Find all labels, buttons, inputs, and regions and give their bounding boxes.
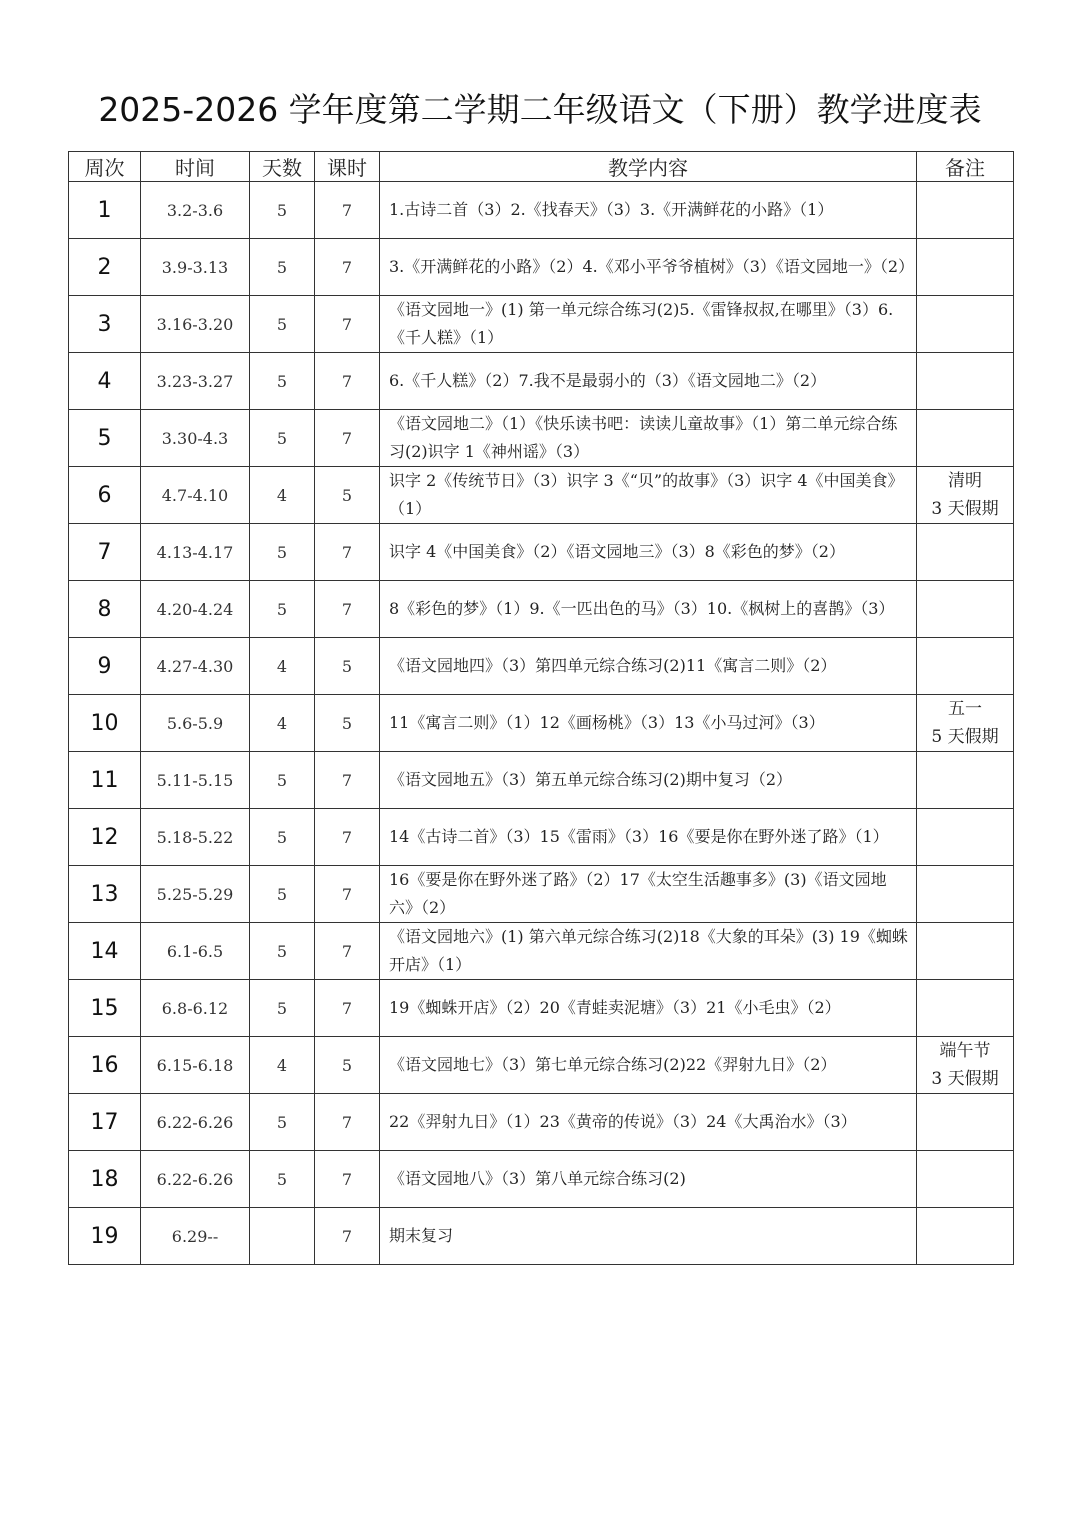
header-week: 周次 bbox=[69, 152, 141, 182]
remark-cell bbox=[917, 638, 1014, 695]
week-cell: 13 bbox=[69, 866, 141, 923]
hours-cell: 7 bbox=[315, 524, 380, 581]
content-cell: 识字 4《中国美食》（2）《语文园地三》（3）8《彩色的梦》（2） bbox=[380, 524, 917, 581]
week-cell: 2 bbox=[69, 239, 141, 296]
content-cell: 《语文园地六》(1) 第六单元综合练习(2)18《大象的耳朵》(3) 19《蜘蛛开店》（1） bbox=[380, 923, 917, 980]
remark-cell bbox=[917, 239, 1014, 296]
table-row bbox=[69, 809, 1014, 866]
week-cell: 14 bbox=[69, 923, 141, 980]
header-row bbox=[69, 152, 1014, 182]
hours-cell: 7 bbox=[315, 410, 380, 467]
remark-text: 清明 bbox=[948, 471, 982, 491]
time-cell: 3.30-4.3 bbox=[141, 410, 250, 467]
hours-cell: 7 bbox=[315, 1094, 380, 1151]
table-row bbox=[69, 410, 1014, 467]
hours-cell: 7 bbox=[315, 1208, 380, 1265]
week-cell: 5 bbox=[69, 410, 141, 467]
hours-cell: 7 bbox=[315, 923, 380, 980]
remark-cell bbox=[917, 809, 1014, 866]
table-row bbox=[69, 581, 1014, 638]
days-cell: 5 bbox=[250, 809, 315, 866]
content-cell: 16《要是你在野外迷了路》（2）17《太空生活趣事多》(3)《语文园地六》（2） bbox=[380, 866, 917, 923]
hours-cell: 7 bbox=[315, 866, 380, 923]
week-cell: 18 bbox=[69, 1151, 141, 1208]
week-cell: 8 bbox=[69, 581, 141, 638]
time-cell: 3.2-3.6 bbox=[141, 182, 250, 239]
table-row bbox=[69, 296, 1014, 353]
table-row bbox=[69, 638, 1014, 695]
table-row bbox=[69, 1208, 1014, 1265]
content-cell: 11《寓言二则》（1）12《画杨桃》（3）13《小马过河》（3） bbox=[380, 695, 917, 752]
hours-cell: 7 bbox=[315, 581, 380, 638]
remark-cell bbox=[917, 866, 1014, 923]
table-row bbox=[69, 182, 1014, 239]
days-cell: 4 bbox=[250, 1037, 315, 1094]
content-cell: 8《彩色的梦》（1）9.《一匹出色的马》（3）10.《枫树上的喜鹊》（3） bbox=[380, 581, 917, 638]
days-cell: 5 bbox=[250, 923, 315, 980]
content-cell: 1.古诗二首（3）2.《找春天》（3）3.《开满鲜花的小路》（1） bbox=[380, 182, 917, 239]
hours-cell: 7 bbox=[315, 752, 380, 809]
days-cell: 5 bbox=[250, 296, 315, 353]
days-cell: 4 bbox=[250, 467, 315, 524]
week-cell: 15 bbox=[69, 980, 141, 1037]
week-cell: 19 bbox=[69, 1208, 141, 1265]
header-hours: 课时 bbox=[315, 152, 380, 182]
hours-cell: 7 bbox=[315, 980, 380, 1037]
content-cell: 《语文园地八》（3）第八单元综合练习(2) bbox=[380, 1151, 917, 1208]
week-cell: 1 bbox=[69, 182, 141, 239]
time-cell: 4.27-4.30 bbox=[141, 638, 250, 695]
content-cell: 3.《开满鲜花的小路》（2）4.《邓小平爷爷植树》（3）《语文园地一》（2） bbox=[380, 239, 917, 296]
time-cell: 5.11-5.15 bbox=[141, 752, 250, 809]
week-cell: 7 bbox=[69, 524, 141, 581]
content-cell: 《语文园地二》（1）《快乐读书吧：读读儿童故事》（1）第二单元综合练习(2)识字 1《神州谣》（3） bbox=[380, 410, 917, 467]
hours-cell: 7 bbox=[315, 239, 380, 296]
week-cell: 16 bbox=[69, 1037, 141, 1094]
table-row bbox=[69, 353, 1014, 410]
schedule-table bbox=[68, 151, 1014, 1265]
content-cell: 6.《千人糕》（2）7.我不是最弱小的（3）《语文园地二》（2） bbox=[380, 353, 917, 410]
days-cell bbox=[250, 1208, 315, 1265]
remark-cell bbox=[917, 467, 1014, 524]
time-cell: 6.8-6.12 bbox=[141, 980, 250, 1037]
content-cell: 《语文园地四》（3）第四单元综合练习(2)11《寓言二则》（2） bbox=[380, 638, 917, 695]
time-cell: 5.18-5.22 bbox=[141, 809, 250, 866]
remark-cell bbox=[917, 980, 1014, 1037]
content-cell: 《语文园地五》（3）第五单元综合练习(2)期中复习（2） bbox=[380, 752, 917, 809]
table-row bbox=[69, 467, 1014, 524]
time-cell: 4.13-4.17 bbox=[141, 524, 250, 581]
remark-cell bbox=[917, 1151, 1014, 1208]
remark-cell bbox=[917, 1037, 1014, 1094]
time-cell: 5.25-5.29 bbox=[141, 866, 250, 923]
time-cell: 6.22-6.26 bbox=[141, 1151, 250, 1208]
remark-cell bbox=[917, 182, 1014, 239]
hours-cell: 5 bbox=[315, 1037, 380, 1094]
time-cell: 6.15-6.18 bbox=[141, 1037, 250, 1094]
hours-cell: 7 bbox=[315, 809, 380, 866]
table-row bbox=[69, 1094, 1014, 1151]
content-cell: 14《古诗二首》（3）15《雷雨》（3）16《要是你在野外迷了路》（1） bbox=[380, 809, 917, 866]
remark-text: 端午节 bbox=[939, 1041, 991, 1061]
content-cell: 19《蜘蛛开店》（2）20《青蛙卖泥塘》（3）21《小毛虫》（2） bbox=[380, 980, 917, 1037]
remark-cell bbox=[917, 296, 1014, 353]
week-cell: 10 bbox=[69, 695, 141, 752]
days-cell: 4 bbox=[250, 695, 315, 752]
remark-cell bbox=[917, 353, 1014, 410]
hours-cell: 7 bbox=[315, 296, 380, 353]
days-cell: 5 bbox=[250, 866, 315, 923]
week-cell: 17 bbox=[69, 1094, 141, 1151]
days-cell: 4 bbox=[250, 638, 315, 695]
table-row bbox=[69, 524, 1014, 581]
table-row bbox=[69, 752, 1014, 809]
time-cell: 4.20-4.24 bbox=[141, 581, 250, 638]
content-cell: 《语文园地七》（3）第七单元综合练习(2)22《羿射九日》（2） bbox=[380, 1037, 917, 1094]
time-cell: 3.9-3.13 bbox=[141, 239, 250, 296]
remark-cell bbox=[917, 752, 1014, 809]
remark-cell bbox=[917, 695, 1014, 752]
days-cell: 5 bbox=[250, 182, 315, 239]
time-cell: 3.16-3.20 bbox=[141, 296, 250, 353]
days-cell: 5 bbox=[250, 1094, 315, 1151]
remark-cell bbox=[917, 923, 1014, 980]
time-cell: 6.1-6.5 bbox=[141, 923, 250, 980]
days-cell: 5 bbox=[250, 239, 315, 296]
week-cell: 11 bbox=[69, 752, 141, 809]
remark-text: 5 天假期 bbox=[931, 727, 999, 747]
time-cell: 6.29-- bbox=[141, 1208, 250, 1265]
time-cell: 4.7-4.10 bbox=[141, 467, 250, 524]
content-cell: 《语文园地一》(1) 第一单元综合练习(2)5.《雷锋叔叔,在哪里》（3）6.《千人糕》（1） bbox=[380, 296, 917, 353]
table-row bbox=[69, 1151, 1014, 1208]
header-days: 天数 bbox=[250, 152, 315, 182]
content-cell: 期末复习 bbox=[380, 1208, 917, 1265]
schedule-body bbox=[69, 182, 1014, 1265]
hours-cell: 7 bbox=[315, 1151, 380, 1208]
time-cell: 3.23-3.27 bbox=[141, 353, 250, 410]
week-cell: 6 bbox=[69, 467, 141, 524]
week-cell: 9 bbox=[69, 638, 141, 695]
remark-text: 3 天假期 bbox=[931, 1069, 999, 1089]
remark-cell bbox=[917, 1208, 1014, 1265]
page-title: 2025-2026 学年度第二学期二年级语文（下册）教学进度表 bbox=[98, 90, 982, 129]
hours-cell: 7 bbox=[315, 182, 380, 239]
content-cell: 22《羿射九日》（1）23《黄帝的传说》（3）24《大禹治水》（3） bbox=[380, 1094, 917, 1151]
week-cell: 3 bbox=[69, 296, 141, 353]
remark-text: 五一 bbox=[948, 699, 982, 719]
hours-cell: 5 bbox=[315, 695, 380, 752]
days-cell: 5 bbox=[250, 1151, 315, 1208]
header-content: 教学内容 bbox=[380, 152, 917, 182]
table-row bbox=[69, 695, 1014, 752]
content-cell: 识字 2《传统节日》（3）识字 3《“贝”的故事》（3）识字 4《中国美食》（1） bbox=[380, 467, 917, 524]
remark-cell bbox=[917, 1094, 1014, 1151]
days-cell: 5 bbox=[250, 353, 315, 410]
header-time: 时间 bbox=[141, 152, 250, 182]
days-cell: 5 bbox=[250, 980, 315, 1037]
table-row bbox=[69, 980, 1014, 1037]
days-cell: 5 bbox=[250, 410, 315, 467]
remark-cell bbox=[917, 410, 1014, 467]
hours-cell: 5 bbox=[315, 638, 380, 695]
table-row bbox=[69, 1037, 1014, 1094]
days-cell: 5 bbox=[250, 581, 315, 638]
table-row bbox=[69, 239, 1014, 296]
time-cell: 6.22-6.26 bbox=[141, 1094, 250, 1151]
remark-cell bbox=[917, 581, 1014, 638]
remark-text: 3 天假期 bbox=[931, 499, 999, 519]
days-cell: 5 bbox=[250, 524, 315, 581]
hours-cell: 5 bbox=[315, 467, 380, 524]
days-cell: 5 bbox=[250, 752, 315, 809]
week-cell: 12 bbox=[69, 809, 141, 866]
time-cell: 5.6-5.9 bbox=[141, 695, 250, 752]
header-remark: 备注 bbox=[917, 152, 1014, 182]
remark-cell bbox=[917, 524, 1014, 581]
table-row bbox=[69, 866, 1014, 923]
hours-cell: 7 bbox=[315, 353, 380, 410]
week-cell: 4 bbox=[69, 353, 141, 410]
table-row bbox=[69, 923, 1014, 980]
